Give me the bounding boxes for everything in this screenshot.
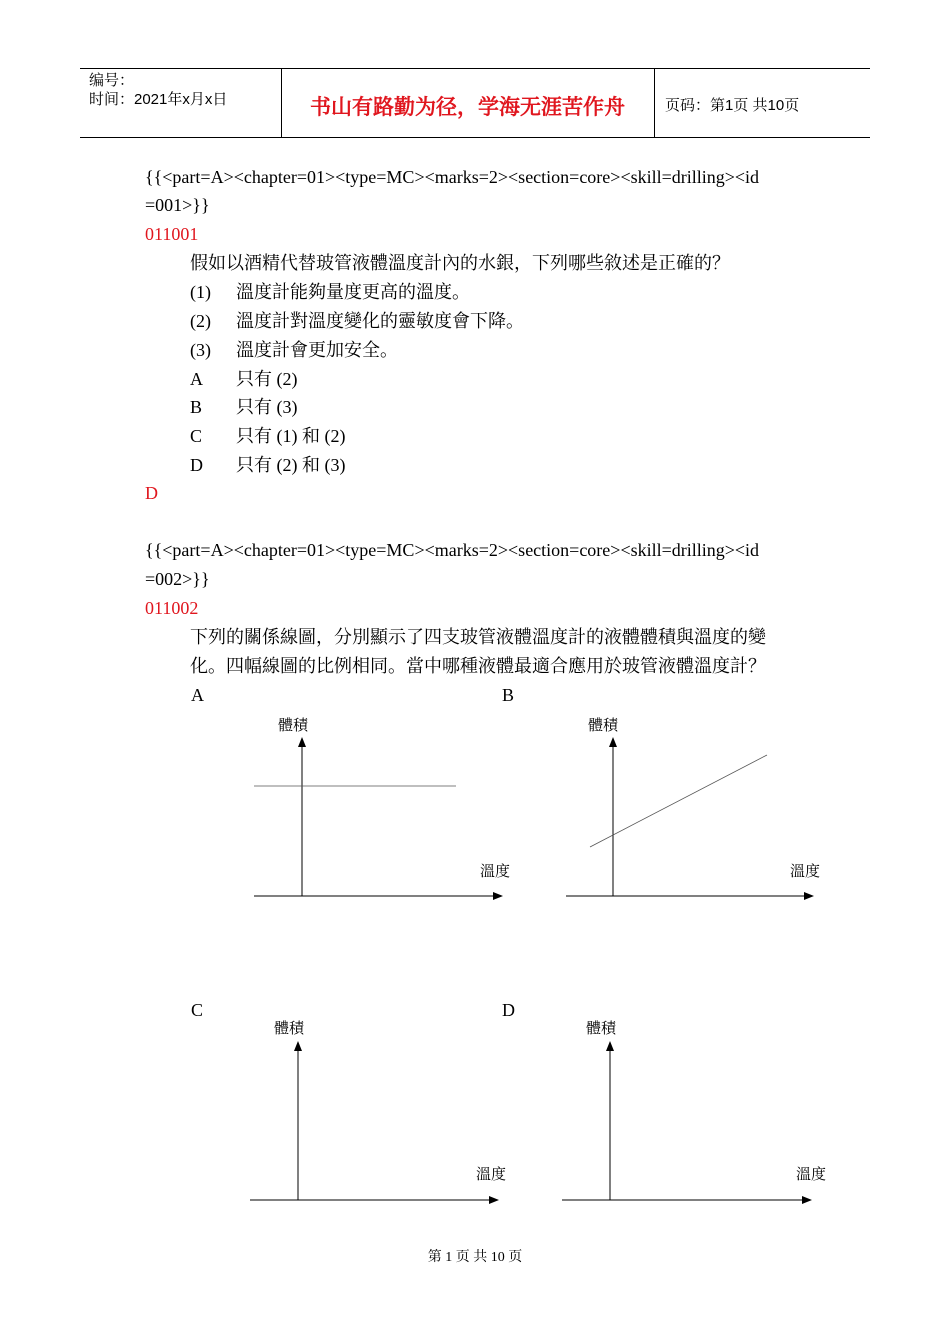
statement-number: (1) xyxy=(190,282,211,302)
q1-tag-line-1: {{<part=A><chapter=01><type=MC><marks=2><section=core><skill=drilling><id xyxy=(145,167,760,187)
y-axis-arrow xyxy=(294,1041,302,1051)
q1-statement xyxy=(190,281,470,303)
page-header xyxy=(80,68,870,138)
statement-text: 溫度計會更加安全。 xyxy=(236,340,398,360)
q2-tag-line-1: {{<part=A><chapter=01><type=MC><marks=2><section=core><skill=drilling><id xyxy=(145,540,760,560)
page-code: 页码：第1页 共10页 xyxy=(665,97,800,114)
graph-c xyxy=(236,1013,511,1213)
q2-stem-line-1: 下列的關係線圖，分別顯示了四支玻管液體溫度計的液體體積與溫度的變 xyxy=(190,627,766,647)
option-text: 只有 (2) 和 (3) xyxy=(236,455,346,475)
header-info-cell xyxy=(80,69,282,137)
y-axis-label: 體積 xyxy=(586,1019,617,1037)
option-letter: D xyxy=(190,455,203,475)
q1-statement xyxy=(190,310,524,332)
x-axis-label: 溫度 xyxy=(796,1165,827,1183)
option-letter: A xyxy=(190,369,203,389)
q1-stem: 假如以酒精代替玻管液體溫度計內的水銀，下列哪些敘述是正確的？ xyxy=(190,253,730,273)
statement-number: (2) xyxy=(190,311,211,331)
y-axis-label: 體積 xyxy=(274,1019,305,1037)
motto: 书山有路勤为径，学海无涯苦作舟 xyxy=(310,95,625,119)
q1-option-a xyxy=(190,368,298,390)
x-axis-arrow xyxy=(802,1196,812,1204)
statement-text: 溫度計對溫度變化的靈敏度會下降。 xyxy=(236,311,524,331)
header-page-cell xyxy=(655,69,870,137)
option-text: 只有 (3) xyxy=(236,397,298,417)
page-footer: 第 1 页 共 10 页 xyxy=(427,1250,523,1265)
y-axis-arrow xyxy=(298,737,306,747)
option-text: 只有 (1) 和 (2) xyxy=(236,426,346,446)
q1-tag-line-2: =001>}} xyxy=(145,195,210,215)
option-letter: C xyxy=(190,426,203,446)
x-axis-label: 溫度 xyxy=(480,862,511,880)
q2-stem-line-2: 化。四幅線圖的比例相同。當中哪種液體最適合應用於玻管液體溫度計？ xyxy=(190,656,766,676)
graph-c-letter: C xyxy=(191,1000,204,1020)
graph-line xyxy=(590,755,767,847)
q1-option-c xyxy=(190,425,345,447)
statement-number: (3) xyxy=(190,340,211,360)
q1-id: 011001 xyxy=(145,224,199,244)
q1-statement xyxy=(190,339,398,361)
option-text: 只有 (2) xyxy=(236,369,298,389)
q1-option-b xyxy=(190,396,298,418)
x-axis-label: 溫度 xyxy=(476,1165,507,1183)
graph-b xyxy=(552,710,822,910)
header-motto-cell xyxy=(281,69,655,137)
graph-a-letter: A xyxy=(191,685,204,705)
x-axis-arrow xyxy=(493,892,503,900)
date-label: 时间：2021年x月x日 xyxy=(89,91,228,108)
y-axis-label: 體積 xyxy=(588,716,619,734)
graph-a xyxy=(240,710,510,910)
q2-id: 011002 xyxy=(145,598,199,618)
option-letter: B xyxy=(190,397,203,417)
statement-text: 溫度計能夠量度更高的溫度。 xyxy=(236,282,470,302)
y-axis-arrow xyxy=(609,737,617,747)
q1-answer: D xyxy=(145,483,158,503)
q1-option-d xyxy=(190,454,345,476)
y-axis-label: 體積 xyxy=(278,716,309,734)
graph-d-letter: D xyxy=(502,1000,515,1020)
graph-b-letter: B xyxy=(502,685,515,705)
q2-tag-line-2: =002>}} xyxy=(145,569,210,589)
x-axis-label: 溫度 xyxy=(790,862,821,880)
serial-label: 编号： xyxy=(89,72,135,89)
x-axis-arrow xyxy=(804,892,814,900)
x-axis-arrow xyxy=(489,1196,499,1204)
y-axis-arrow xyxy=(606,1041,614,1051)
graph-d xyxy=(548,1013,828,1213)
